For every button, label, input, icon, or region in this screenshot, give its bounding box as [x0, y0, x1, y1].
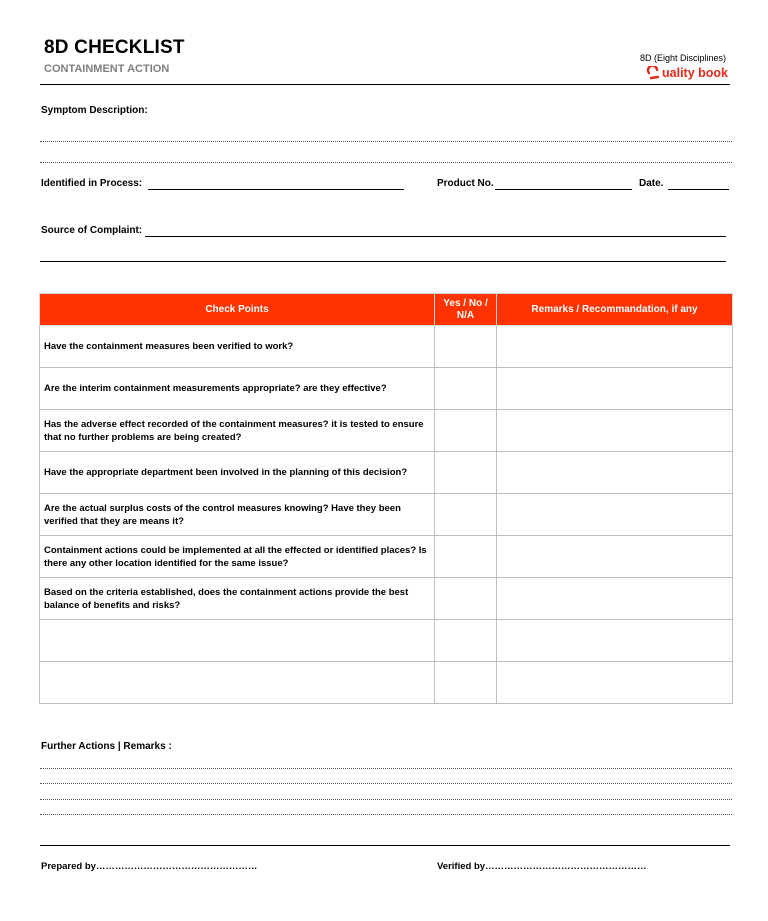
- further-line-3[interactable]: [40, 799, 732, 800]
- header-check-points: Check Points: [40, 294, 435, 326]
- logo: [646, 66, 728, 80]
- yes-no-cell[interactable]: [435, 536, 497, 578]
- symptom-line-2[interactable]: [40, 162, 732, 163]
- yes-no-cell[interactable]: [435, 368, 497, 410]
- yes-no-cell[interactable]: [435, 410, 497, 452]
- logo-text: uality book: [662, 66, 728, 80]
- remarks-cell[interactable]: [497, 494, 733, 536]
- remarks-cell[interactable]: [497, 368, 733, 410]
- further-actions-label: Further Actions | Remarks :: [41, 741, 172, 752]
- remarks-cell[interactable]: [497, 620, 733, 662]
- yes-no-cell[interactable]: [435, 494, 497, 536]
- process-field[interactable]: [148, 189, 404, 190]
- yes-no-cell[interactable]: [435, 326, 497, 368]
- verified-by[interactable]: Verified by……………………………………………: [437, 861, 647, 872]
- check-point-text: Based on the criteria established, does the containment actions provide the best balance of benefits and risks?: [40, 578, 435, 620]
- table-row: [40, 326, 733, 368]
- quality-q-icon: [646, 66, 661, 80]
- document-subtitle: CONTAINMENT ACTION: [44, 63, 170, 75]
- check-point-text: Have the containment measures been verified to work?: [40, 326, 435, 368]
- remarks-cell[interactable]: [497, 452, 733, 494]
- header-divider: [40, 84, 730, 85]
- checkpoints-table: [39, 293, 733, 704]
- yes-no-cell[interactable]: [435, 662, 497, 704]
- remarks-cell[interactable]: [497, 536, 733, 578]
- table-row: [40, 368, 733, 410]
- document-title: 8D CHECKLIST: [44, 37, 185, 58]
- table-row: [40, 620, 733, 662]
- check-point-text: Are the interim containment measurements appropriate? are they effective?: [40, 368, 435, 410]
- remarks-cell[interactable]: [497, 578, 733, 620]
- table-row: [40, 578, 733, 620]
- symptom-line-1[interactable]: [40, 141, 732, 142]
- complaint-field-line-2[interactable]: [40, 261, 726, 262]
- table-row: [40, 536, 733, 578]
- check-point-text: Has the adverse effect recorded of the containment measures? it is tested to ensure that no further problems are being created?: [40, 410, 435, 452]
- header-yes-no-na: Yes / No / N/A: [435, 294, 497, 326]
- remarks-cell[interactable]: [497, 410, 733, 452]
- table-row: [40, 662, 733, 704]
- check-point-text: Containment actions could be implemented at all the effected or identified places? Is there any other location identified for the same issue?: [40, 536, 435, 578]
- table-row: [40, 410, 733, 452]
- check-point-text: Are the actual surplus costs of the control measures knowing? Have they been verified that they are means it?: [40, 494, 435, 536]
- prepared-by[interactable]: Prepared by……………………………………………: [41, 861, 258, 872]
- complaint-label: Source of Complaint:: [41, 225, 143, 236]
- table-header-row: [40, 294, 733, 326]
- table-row: [40, 452, 733, 494]
- date-field[interactable]: [668, 189, 729, 190]
- check-point-text[interactable]: [40, 662, 435, 704]
- further-line-4[interactable]: [40, 814, 732, 815]
- check-point-text: Have the appropriate department been involved in the planning of this decision?: [40, 452, 435, 494]
- remarks-cell[interactable]: [497, 662, 733, 704]
- further-line-1[interactable]: [40, 768, 732, 769]
- header-remarks: Remarks / Recommandation, if any: [497, 294, 733, 326]
- yes-no-cell[interactable]: [435, 452, 497, 494]
- complaint-field[interactable]: [145, 236, 726, 237]
- check-point-text[interactable]: [40, 620, 435, 662]
- date-label: Date.: [639, 178, 664, 189]
- footer-divider: [40, 845, 730, 846]
- process-label: Identified in Process:: [41, 178, 143, 189]
- tagline: 8D (Eight Disciplines): [639, 53, 726, 63]
- remarks-cell[interactable]: [497, 326, 733, 368]
- yes-no-cell[interactable]: [435, 578, 497, 620]
- product-field[interactable]: [495, 189, 632, 190]
- yes-no-cell[interactable]: [435, 620, 497, 662]
- symptom-label: Symptom Description:: [41, 105, 148, 116]
- table-row: [40, 494, 733, 536]
- further-line-2[interactable]: [40, 783, 732, 784]
- product-label: Product No.: [437, 178, 494, 189]
